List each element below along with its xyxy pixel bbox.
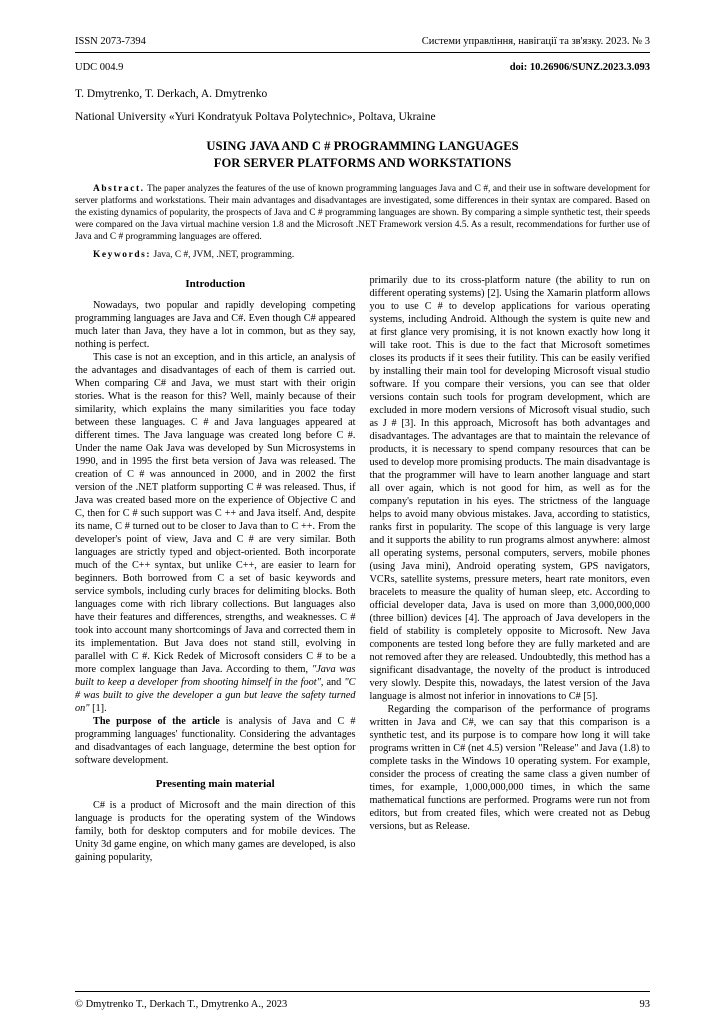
main-material-paragraph-3: Regarding the comparison of the performance of programs written in Java and C#, we can say that this comparison is a synthetic test, and its purpose is to compare how long it will take programs written in C# (net 4.5) version "Release" and Java (1.8) to complete tasks in the Windows 10 operating system. For example, consider the process of creating the same class a given number of times, for example, 1,000,000,000 times, in which the same mathematical functions are performed. Programs were run not from editors, but from created files, which were created not as Debug versions, but as Release. xyxy=(369,703,650,832)
csharp-quote: "C # was built to give the developer a gun but leave the safety turned on" xyxy=(75,676,356,714)
java-quote: "Java was built to keep a developer from shooting himself in the foot" xyxy=(75,663,356,688)
udc-doi-row xyxy=(75,62,650,73)
keywords-text: Java, C #, JVM, .NET, programming. xyxy=(151,250,295,261)
paper-title-line2: FOR SERVER PLATFORMS AND WORKSTATIONS xyxy=(213,156,512,170)
section-heading-introduction: Introduction xyxy=(185,277,246,290)
intro-paragraph-2-mid: , and xyxy=(320,676,345,688)
section-heading-main-material: Presenting main material xyxy=(155,777,275,790)
purpose-paragraph xyxy=(75,715,356,767)
footer-copyright: © Dmytrenko T., Derkach T., Dmytrenko A., 2023 xyxy=(75,999,288,1010)
abstract-label: Abstract. xyxy=(93,184,145,194)
purpose-label: The purpose of the article xyxy=(93,715,220,727)
intro-paragraph-2 xyxy=(75,351,356,715)
keywords-label: Keywords: xyxy=(93,250,152,261)
issn-label: ISSN 2073-7394 xyxy=(75,36,146,47)
right-column xyxy=(370,274,651,864)
doi-label: doi: 10.26906/SUNZ.2023.3.093 xyxy=(509,62,650,73)
affiliation-line: National University «Yuri Kondratyuk Poltava Polytechnic», Poltava, Ukraine xyxy=(75,111,436,123)
journal-reference: Системи управління, навігації та зв'язку. 2023. № 3 xyxy=(421,36,650,47)
page-header xyxy=(75,36,650,47)
intro-paragraph-1: Nowadays, two popular and rapidly developing competing programming languages are Java and C#. Even though C# appeared much later than Java, they have a lot in common, but as they say, nothing is perfect. xyxy=(75,299,356,350)
main-material-paragraph-2: primarily due to its cross-platform nature (the ability to run on different operating systems) [2]. Using the Xamarin platform allows you to use C # to develop applications for various operating systems, including Android. Although the system is quite new and at first glance very promising, it is not known exactly how long it will take root. This is due to the fact that Microsoft sometimes closes its products if it sees their futility. This can be easily verified by installing their main tool for developing Microsoft visual studio software. If you compare their versions, you can see that older versions contain such tools for program development, which are excluded in more modern versions of Microsoft visual studio, such as J # [3]. In this approach, Microsoft has both advantages and disadvantages. The advantages are that to maintain the relevance of products, it is necessary to spend company resources that can be used to develop more promising products. The main disadvantage is that the programmer will have to learn another language and start all over again, which is not good for him, as well as for the company's reputation in his eyes. The strictness of the language helps to avoid many obvious mistakes. Java, according to statistics, ranks first in popularity. The scope of this language is very large and it supports the ability to run programs almost anywhere: almost all operating systems, personal computers, servers, mobile phones (using Java mini), Android operating system, GPS navigators, VCRs, satellite systems, pressure meters, heart rate monitors, even bracelets to measure the quality of human sleep, etc. According to official developer data, Java is used on more than 3,000,000,000 (three billion) devices [4]. The approach of Java developers in the field of stability is completely opposite to Microsoft. New Java components are tested long before they are fully marketed and are not removed after they are released. Undoubtedly, this method has a significant disadvantage, the novelty of the product is introduced very slowly. Despite this, nowadays, the latest version of the Java language is almost not inferior in innovations to C# [5]. xyxy=(369,274,650,702)
left-column xyxy=(75,274,356,864)
intro-paragraph-2-text: This case is not an exception, and in this article, an analysis of the advantages and disadvantages of each of them is carried out. When comparing C# and Java, we must start with their origin stories. What is the reason for this? Well, mainly because of their similarity, which explains the many similarities you face today between these languages. C # and Java languages appeared at different times. The Java language was created long before C #. Under the name Oak Java was developed by Sun Microsystems in 1990, and in 1995 the first beta version of Java was released. The creation of C # was announced in 2000, and in 2002 the first version of the .NET platform supporting C # was released. Thus, if Java was created based more on the experience of Objective C and C, then for C # such support was C ++ and Java itself. And, despite its name, C # turned out to be closer to Java than to C ++. From the developer's point of view, Java and C # are very similar. Both languages are strictly typed and object-oriented. Both incorporate much of the C++ syntax, but unlike C++, are easier to learn for beginners. Both borrowed from C a set of basic keywords and service symbols, including curly braces for delimiting blocks. Both languages come with rich library collections. But languages also have their features and differences, strengths, and weaknesses. C # took into account many shortcomings of Java and corrected them in its implementation. But Java does not stand still, evolving in parallel with C #. Kick Redek of Microsoft considers C # to be a more complex language than Java. According to them, xyxy=(75,351,356,675)
paper-title-line1: USING JAVA AND C # PROGRAMMING LANGUAGES xyxy=(206,139,519,153)
keywords-block xyxy=(75,249,650,261)
authors-line: T. Dmytrenko, T. Derkach, A. Dmytrenko xyxy=(75,88,268,100)
purpose-text: is analysis of Java and C # programming languages' functionality. Considering the advantages and disadvantages of each language, determine the best option for software development. xyxy=(75,715,356,766)
page-number: 93 xyxy=(639,999,650,1010)
abstract-text: The paper analyzes the features of the use of known programming languages Java and C #, and their use in software development for server platforms and workstations. Their main advantages and disadvantages are investigated, some differences in their syntax are compared. Based on the existing dynamics of popularity, the prospects of Java and C # programming languages are shown. By comparing a simple synthetic test, their speeds were compared on the Java virtual machine version 1.8 and the Microsoft .NET Framework version 4.5. As a result, recommendations for further use of Java and C # programming languages are offered. xyxy=(75,184,650,243)
intro-paragraph-2-end: [1]. xyxy=(89,702,107,714)
abstract-block xyxy=(75,183,650,243)
udc-label: UDC 004.9 xyxy=(75,62,124,73)
main-material-paragraph-1: C# is a product of Microsoft and the main direction of this language is products for the operating system of the Windows family, both for desktop computers and for mobile devices. The Unity 3d game engine, on which many games are developed, is also gaining popularity, xyxy=(75,799,356,863)
page-footer xyxy=(75,991,650,1010)
paper-title xyxy=(75,138,650,172)
two-column-body xyxy=(75,274,650,864)
header-divider xyxy=(75,52,650,53)
